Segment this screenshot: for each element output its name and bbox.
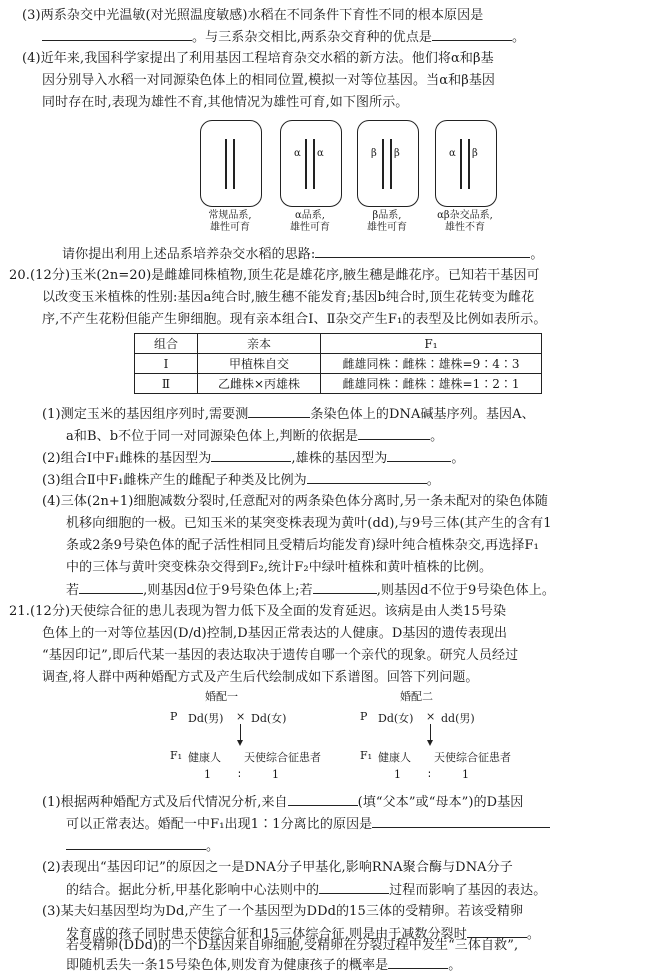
cell-label: α品系, 雄性可育 xyxy=(290,210,330,233)
table-header-cell: 组合 xyxy=(135,334,198,354)
answer-blank[interactable] xyxy=(388,955,448,969)
table-cell: Ⅱ xyxy=(135,374,198,394)
q21-1-line1: (1)根据两种婚配方式及后代情况分析,来自 (填“父本”或“母本”)的D基因 xyxy=(42,792,523,812)
generation-label: P xyxy=(360,710,368,723)
q21-3-line4 xyxy=(66,955,461,975)
answer-blank[interactable] xyxy=(66,836,206,850)
generation-label: P xyxy=(170,710,178,723)
table-cell: Ⅰ xyxy=(135,354,198,374)
ratio-value: 1 xyxy=(272,768,279,781)
arrow-head xyxy=(427,740,433,746)
cell-label: 常规品系, 雄性可育 xyxy=(208,210,252,233)
chromosome xyxy=(233,139,235,189)
offspring-affected: 天使综合征患者 xyxy=(434,751,511,764)
gene-mark: α xyxy=(317,148,324,159)
table-header-row xyxy=(135,334,542,354)
gene-mark: α xyxy=(294,148,301,159)
q21-line2: 色体上的一对等位基因(D/d)控制,D基因正常表达的人健康。D基因的遗传表现出 xyxy=(42,626,508,641)
generation-label: F₁ xyxy=(170,749,183,762)
chromosome xyxy=(460,139,462,189)
cell-normal xyxy=(200,120,262,207)
cross-symbol: × xyxy=(236,710,246,723)
table-cell: 甲植株自交 xyxy=(198,354,321,374)
parent-genotype: Dd(男) xyxy=(188,712,224,725)
chromosome xyxy=(225,139,227,189)
ratio-value: 1 xyxy=(204,768,211,781)
answer-blank[interactable] xyxy=(372,814,550,828)
table-cell: 雌雄同株∶雌株∶雄株=1∶2∶1 xyxy=(321,374,542,394)
cell-alpha xyxy=(280,120,342,207)
offspring-affected: 天使综合征患者 xyxy=(244,751,321,764)
answer-blank[interactable] xyxy=(211,448,291,462)
q20-1-line1: (1)测定玉米的基因组序列时,需要测 条染色体上的DNA碱基序列。基因A、 xyxy=(42,404,535,424)
q19-4-line2: 因分别导入水稻一对同源染色体上的相同位置,模拟一对等位基因。当α和β基因 xyxy=(42,73,496,88)
q19-3-line2: 。与三系杂交相比,两系杂交育种的优点是 。 xyxy=(42,27,525,47)
gene-mark: β xyxy=(371,148,377,159)
cross-symbol: × xyxy=(426,710,436,723)
answer-blank[interactable] xyxy=(248,404,310,418)
answer-blank[interactable] xyxy=(315,244,530,258)
chromosome xyxy=(305,139,307,189)
q20-4-line2: 机移向细胞的一极。已知玉米的某突变株表现为黄叶(dd),与9号三体(其产生的含有1 xyxy=(66,516,552,531)
gene-mark: β xyxy=(472,148,478,159)
arrow-head xyxy=(237,740,243,746)
q21-1-line2: 可以正常表达。婚配一中F₁出现1∶1分离比的原因是 xyxy=(66,814,550,834)
q20-table xyxy=(134,333,542,394)
q21-2-line2: 的结合。据此分析,甲基化影响中心法则中的 过程而影响了基因的表达。 xyxy=(66,880,546,900)
q21-line4: 调查,将人群中两种婚配方式及产生后代绘制成如下系谱图。回答下列问题。 xyxy=(42,670,479,685)
chromosome xyxy=(313,139,315,189)
answer-blank[interactable] xyxy=(288,792,358,806)
answer-blank[interactable] xyxy=(319,880,389,894)
q21-1-line3: 。 xyxy=(66,836,219,856)
q20-4-line1: (4)三体(2n+1)细胞减数分裂时,任意配对的两条染色体分离时,另一条未配对的染色体随 xyxy=(42,494,549,509)
pedigree-title: 婚配一 xyxy=(205,690,238,703)
answer-blank[interactable] xyxy=(432,27,512,41)
q20-1-line2: a和B、b不位于同一对同源染色体上,判断的依据是 。 xyxy=(66,426,443,446)
q20-4-line5: 若 ,则基因d位于9号染色体上;若 ,则基因d不位于9号染色体上。 xyxy=(66,580,555,600)
q20-line1: 20.(12分)玉米(2n=20)是雌雄同株植物,顶生花是雄花序,腋生穗是雌花序。已知若干基因可 xyxy=(9,268,540,283)
offspring-healthy: 健康人 xyxy=(378,751,411,764)
gene-mark: α xyxy=(449,148,456,159)
offspring-healthy: 健康人 xyxy=(188,751,221,764)
q21-3-line2: 发育成的孩子同时患天使综合征和15三体综合征,则是由于减数分裂时 。 xyxy=(66,924,540,944)
q20-2: (2)组合Ⅰ中F₁雌株的基因型为 ,雄株的基因型为 。 xyxy=(42,448,464,468)
answer-blank[interactable] xyxy=(79,580,143,594)
answer-blank[interactable] xyxy=(358,426,430,440)
parent-genotype: Dd(女) xyxy=(378,712,414,725)
answer-blank[interactable] xyxy=(42,27,192,41)
table-cell: 雌雄同株∶雌株∶雄株=9∶4∶3 xyxy=(321,354,542,374)
q21-3-text: 即随机丢失一条15号染色体,则发育为健康孩子的概率是 xyxy=(66,958,389,973)
ratio-value: 1 xyxy=(462,768,469,781)
cell-alpha-beta xyxy=(435,120,497,207)
cell-beta xyxy=(357,120,419,207)
q20-line3: 序,不产生花粉但能产生卵细胞。现有亲本组合Ⅰ、Ⅱ杂交产生F₁的表型及比例如表所示。 xyxy=(42,312,547,327)
table-header-cell: 亲本 xyxy=(198,334,321,354)
chromosome xyxy=(382,139,384,189)
q21-2-line1: (2)表现出“基因印记”的原因之一是DNA分子甲基化,影响RNA聚合酶与DNA分子 xyxy=(42,860,513,875)
q19-4-prompt: 请你提出利用上述品系培养杂交水稻的思路: 。 xyxy=(62,244,544,264)
q20-line2: 以改变玉米植株的性别:基因a纯合时,腋生穗不能发育;基因b纯合时,顶生花转变为雌花 xyxy=(42,290,535,305)
q19-4-line1: (4)近年来,我国科学家提出了利用基因工程培育杂交水稻的新方法。他们将α和β基 xyxy=(22,51,494,66)
q19-4-line3: 同时存在时,表现为雄性不育,其他情况为雄性可育,如下图所示。 xyxy=(42,95,409,110)
q21-3-end: 。 xyxy=(448,958,462,973)
q21-line1: 21.(12分)天使综合征的患儿表现为智力低下及全面的发育延迟。该病是由人类15号染 xyxy=(9,604,507,619)
gene-mark: β xyxy=(394,148,400,159)
ratio-value: 1 xyxy=(394,768,401,781)
pedigree-title: 婚配二 xyxy=(400,690,433,703)
generation-label: F₁ xyxy=(360,749,373,762)
cell-label: β品系, 雄性可育 xyxy=(367,210,407,233)
answer-blank[interactable] xyxy=(313,580,377,594)
answer-blank[interactable] xyxy=(307,470,427,484)
q19-3-line1: (3)两系杂交中光温敏(对光照温度敏感)水稻在不同条件下育性不同的根本原因是 xyxy=(22,8,484,23)
table-row xyxy=(135,354,542,374)
q21-3-line1: (3)某夫妇基因型均为Dd,产生了一个基因型为DDd的15三体的受精卵。若该受精卵 xyxy=(42,904,524,919)
table-row xyxy=(135,374,542,394)
table-header-cell: F₁ xyxy=(321,334,542,354)
answer-blank[interactable] xyxy=(387,448,451,462)
chromosome xyxy=(468,139,470,189)
parent-genotype: Dd(女) xyxy=(251,712,287,725)
q20-3: (3)组合Ⅱ中F₁雌株产生的雌配子种类及比例为 。 xyxy=(42,470,440,490)
q20-4-line4: 中的三体与黄叶突变株杂交得到F₂,统计F₂中绿叶植株和黄叶植株的比例。 xyxy=(66,560,493,575)
ratio-colon: ∶ xyxy=(238,768,241,781)
ratio-colon: ∶ xyxy=(428,768,431,781)
cell-label: αβ杂交品系, 雄性不育 xyxy=(437,210,493,233)
table-cell: 乙雌株×丙雄株 xyxy=(198,374,321,394)
q21-line3: “基因印记”,即后代某一基因的表达取决于遗传自哪一个亲代的现象。研究人员经过 xyxy=(42,648,519,663)
q20-4-line3: 条或2条9号染色体的配子活性相同且受精后均能发育)绿叶纯合植株杂交,再选择F₁ xyxy=(66,538,539,553)
parent-genotype: dd(男) xyxy=(441,712,475,725)
q21-3-line3: 若受精卵(DDd)的一个D基因来自卵细胞,受精卵在分裂过程中发生“三体自救”, xyxy=(66,938,519,953)
chromosome xyxy=(390,139,392,189)
